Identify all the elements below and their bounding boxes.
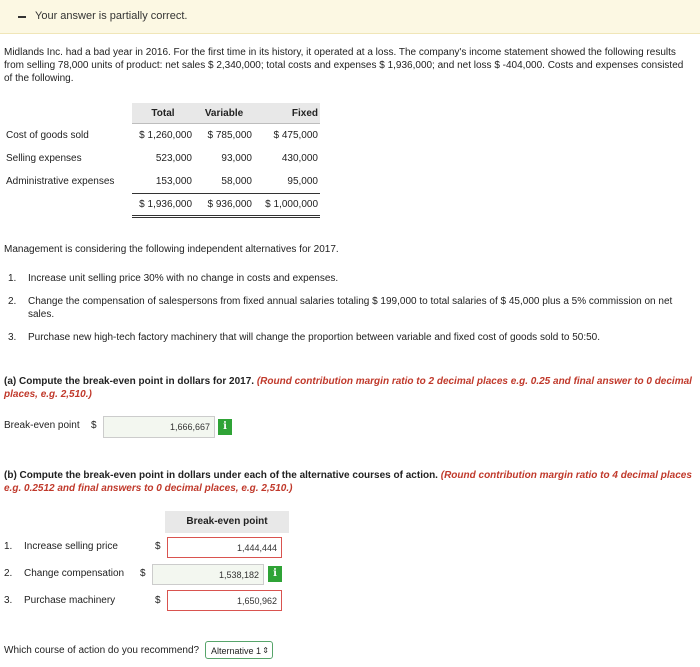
info-icon[interactable]: i <box>218 419 232 435</box>
alt-1-label: Increase selling price <box>24 541 118 552</box>
break-even-input[interactable]: 1,666,667 <box>103 416 215 438</box>
problem-intro: Midlands Inc. had a bad year in 2016. For the first time in its history, it operated at a loss. The company's income statement showed the following results from selling 78,000 units of product: net sales $ 2,340,000; total costs and expenses $ 1,936,000; and net loss $ -404,000. Costs and expenses consisted of the following. <box>4 47 684 84</box>
table-row: Administrative expenses 153,000 58,000 95,000 <box>6 176 318 188</box>
header-variable: Variable <box>194 103 254 124</box>
part-b-question: (b) Compute the break-even point in dollars under each of the alternative courses of action. (Round contribution margin ratio to 4 decimal places e.g. 0.2512 and final answers to 0 decimal places, e.g. 2,510.) <box>4 470 692 494</box>
feedback-banner <box>0 0 700 34</box>
table-total-row: $ 1,936,000 $ 936,000 $ 1,000,000 <box>4 194 320 217</box>
alternatives-list <box>4 272 700 354</box>
header-fixed: Fixed <box>254 103 320 124</box>
part-a-question: (a) Compute the break-even point in dollars for 2017. (Round contribution margin ratio to 2 decimal places e.g. 0.25 and final answer to 0 decimal places, e.g. 2,510.) <box>4 376 692 400</box>
currency-symbol: $ <box>155 595 161 606</box>
info-icon[interactable]: i <box>268 566 282 582</box>
alt-3-num: 3. <box>4 595 13 606</box>
table-row: Cost of goods sold $ 1,260,000 $ 785,000 $ 475,000 <box>6 129 318 141</box>
recommendation-select[interactable] <box>205 641 273 659</box>
currency-symbol: $ <box>140 568 146 579</box>
alt-1-num: 1. <box>4 541 13 552</box>
recommend-question: Which course of action do you recommend? <box>4 645 200 656</box>
alt-3-label: Purchase machinery <box>24 595 116 606</box>
feedback-message: Your answer is partially correct. <box>35 10 188 22</box>
recommendation-selected-value: Alternative 1 <box>211 646 262 656</box>
alt-2-label: Change compensation <box>24 568 125 579</box>
purchase-machinery-input[interactable]: 1,650,962 <box>167 590 282 611</box>
list-item: 2. Change the compensation of salespersons from fixed annual salaries totaling $ 199,000 to total salaries of $ 45,000 plus a 5% commission on net sales. <box>8 296 673 320</box>
cost-table <box>4 103 320 218</box>
break-even-label: Break-even point <box>4 420 80 431</box>
increase-price-input[interactable]: 1,444,444 <box>167 537 282 558</box>
table-row: Selling expenses 523,000 93,000 430,000 <box>6 153 318 164</box>
list-item: 1. Increase unit selling price 30% with no change in costs and expenses. <box>8 273 339 284</box>
change-compensation-input[interactable]: 1,538,182 <box>152 564 264 585</box>
break-even-column-header: Break-even point <box>165 511 289 533</box>
list-item: 3. Purchase new high-tech factory machinery that will change the proportion between variable and fixed cost of goods sold to 50:50. <box>8 332 601 343</box>
minus-icon <box>18 16 26 18</box>
dropdown-arrow-icon: ⇕ <box>262 646 269 655</box>
currency-symbol: $ <box>91 420 97 431</box>
alt-2-num: 2. <box>4 568 13 579</box>
management-text: Management is considering the following independent alternatives for 2017. <box>4 244 339 255</box>
currency-symbol: $ <box>155 541 161 552</box>
header-total: Total <box>132 103 194 124</box>
